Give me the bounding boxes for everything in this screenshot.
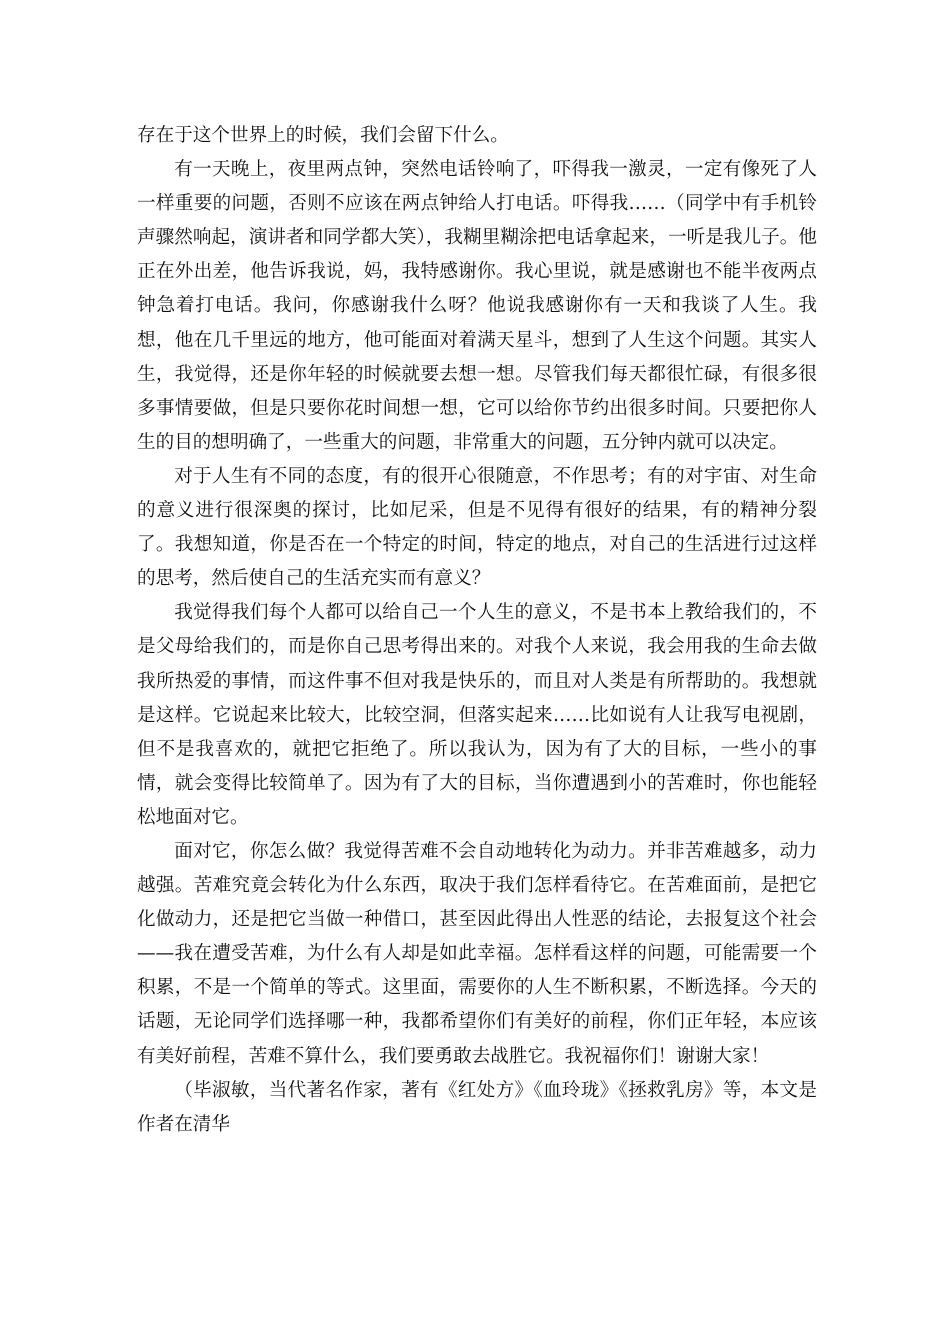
paragraph-continuation: 存在于这个世界上的时候，我们会留下什么。	[137, 125, 509, 146]
paragraph-author-note: （毕淑敏，当代著名作家，著有《红处方》《血玲珑》《拯救乳房》等，本文是作者在清华	[137, 1079, 817, 1135]
paragraph-hardship: 面对它，你怎么做？我觉得苦难不会自动地转化为动力。并非苦难越多，动力越强。苦难究竟会转化为什么东西，取决于我们怎样看待它。在苦难面前，是把它化做动力，还是把它当做一种借口，甚至因此得出人性恶的结论，去报复这个社会——我在遭受苦难，为什么有人却是如此幸福。怎样看这样的问题，可能需要一个积累，不是一个简单的等式。这里面，需要你的人生不断积累，不断选择。今天的话题，无论同学们选择哪一种，我都希望你们有美好的前程，你们正年轻，本应该有美好前程，苦难不算什么，我们要勇敢去战胜它。我祝福你们！谢谢大家！	[137, 840, 817, 1067]
body-text	[137, 119, 817, 1142]
paragraph-phone-call: 有一天晚上，夜里两点钟，突然电话铃响了，吓得我一激灵，一定有像死了人一样重要的问题，否则不应该在两点钟给人打电话。吓得我……（同学中有手机铃声骤然响起，演讲者和同学都大笑），我糊里糊涂把电话拿起来，一听是我儿子。他正在外出差，他告诉我说，妈，我特感谢你。我心里说，就是感谢也不能半夜两点钟急着打电话。我问，你感谢我什么呀？他说我感谢你有一天和我谈了人生。我想，他在几千里远的地方，他可能面对着满天星斗，想到了人生这个问题。其实人生，我觉得，还是你年轻的时候就要去想一想。尽管我们每天都很忙碌，有很多很多事情要做，但是只要你花时间想一想，它可以给你节约出很多时间。只要把你人生的目的想明确了，一些重大的问题，非常重大的问题，五分钟内就可以决定。	[137, 159, 817, 453]
paragraph-attitudes: 对于人生有不同的态度，有的很开心很随意，不作思考；有的对宇宙、对生命的意义进行很深奥的探讨，比如尼采，但是不见得有很好的结果，有的精神分裂了。我想知道，你是否在一个特定的时间，特定的地点，对自己的生活进行过这样的思考，然后使自己的生活充实而有意义？	[137, 465, 817, 590]
paragraph-meaning: 我觉得我们每个人都可以给自己一个人生的意义，不是书本上教给我们的，不是父母给我们的，而是你自己思考得出来的。对我个人来说，我会用我的生命去做我所热爱的事情，而这件事不但对我是快乐的，而且对人类是有所帮助的。我想就是这样。它说起来比较大，比较空洞，但落实起来……比如说有人让我写电视剧，但不是我喜欢的，就把它拒绝了。所以我认为，因为有了大的目标，一些小的事情，就会变得比较简单了。因为有了大的目标，当你遭遇到小的苦难时，你也能轻松地面对它。	[137, 602, 817, 828]
